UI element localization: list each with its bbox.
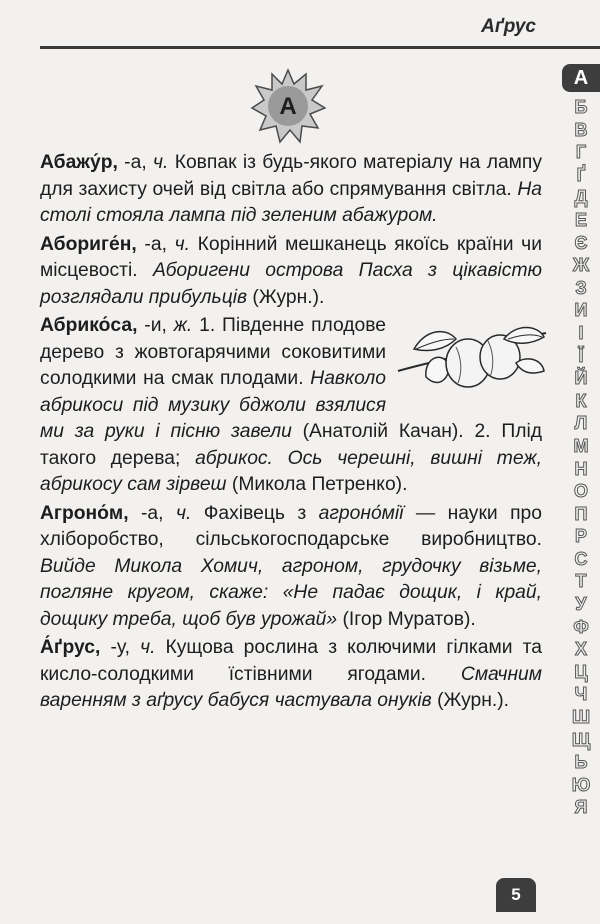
headword: Абажу́р, [40,152,118,173]
entry-abazhur: Абажу́р, -а, ч. Ковпак із будь-якого матеріалу на лампу для захисту очей від світла або спрямування світла. На столі стояла лампа під зеленим абажуром. [40,152,543,226]
example: Вийде Микола Хомич, агроном, грудочку візьме, погляне кругом, скаже: «Не падає дощик, і край, дощику треба, щоб був урожай» [40,555,542,630]
source: (Анатолій Качан). [291,421,475,442]
alphabet-tab-letter: Х [574,639,587,660]
alphabet-tab-letter: Щ [571,729,591,750]
section-letter: А [279,93,297,120]
alphabet-tab-letter: Й [574,368,588,389]
alphabet-tab-letter: Ч [574,684,588,705]
source: (Микола Петренко). [226,474,408,495]
headword: Агроно́м, [40,502,129,524]
alphabet-tab-letter: Ю [571,774,591,795]
headword: Абрико́са, [40,315,138,336]
alphabet-tab-letter: И [574,300,588,321]
alphabet-tab-letter: Ж [572,255,590,276]
alphabet-tab-letter: Ь [574,752,588,773]
example: Смачним варенням з аґрусу бабуся частувала онуків [40,663,542,711]
alphabet-tab-letter: Н [574,458,588,479]
alphabet-tab-letter: І [578,322,584,343]
alphabet-tab-letter: Т [575,571,587,592]
alphabet-tab-letters [562,96,600,819]
apricot-branch-icon [396,319,548,399]
header-rule [40,46,600,49]
alphabet-tab-letter: Г [575,142,587,163]
alphabet-tab-letter: У [575,594,587,615]
alphabet-tab-letter: Д [574,187,588,208]
alphabet-tab-letter: Ц [574,661,588,682]
apricot-branch-illustration [396,319,548,399]
alphabet-tab-letter: Ш [571,707,591,728]
alphabet-tab-letter: Е [574,209,587,230]
alphabet-tab-letter: Є [574,232,588,253]
alphabet-tab-letter: С [574,548,588,569]
headword: Абориге́н, [40,233,137,255]
alphabet-tab-letter: О [573,481,588,502]
alphabet-tab-letter: Ґ [576,164,586,185]
alphabet-tab-letter: Л [574,413,588,434]
alphabet-tab-letter: П [574,503,588,524]
entry-aboryhen: Абориге́н, -а, ч. Корінний мешканець якоїсь країни чи місцевості. Аборигени острова Пасха з цікавістю розглядали прибульців (Журн.). [40,233,542,308]
source: (Журн.). [431,690,510,711]
example: На столі стояла лампа під зеленим абажуром. [40,178,542,226]
alphabet-tab-letter: К [575,390,587,411]
entry-agrus: А́ґрус, -у, ч. Кущова рослина з колючими гілками та кисло-солодкими їстівними ягодами. Смачним варенням з аґрусу бабуся частувала онуків (Журн.). [40,637,542,711]
alphabet-tab-letter: М [573,435,589,456]
entry-ahronom: Агроно́м, -а, ч. Фахівець з агроно́мії — науки про хліборобство, сільськогосподарське виробництво. Вийде Микола Хомич, агроном, грудочку візьме, погляне кругом, скаже: «Не падає дощик, і край, дощику треба, щоб був урожай» (Ігор Муратов). [40,502,542,630]
alphabet-tab-active-letter: А [562,64,600,92]
alphabet-tab-letter: Ф [573,616,589,637]
source: (Ігор Муратов). [337,608,476,630]
section-letter-badge [250,68,326,144]
entry-abrykosa: Абрико́са, -и, ж. 1. Південне плодове дерево з жовтогарячими соковитими солодкими на смак плодами. Навколо абрикоси під музику бджоли взялися ми за руки і пісню завели (Анатолій Качан). 2. Плід такого дерева; абрикос. Ось черешні, вишні теж, абрикосу сам зірвеш (Микола Петренко). [40,313,542,499]
alphabet-tab-letter: Б [574,97,588,117]
running-head: Аґрус [481,16,536,37]
alphabet-tab-letter: В [574,119,588,140]
alphabet-tab [562,64,600,900]
entries [40,150,542,717]
example: Аборигени острова Пасха з цікавістю розглядали прибульців [40,260,542,308]
example: Навколо абрикоси під музику бджоли взялися ми за руки і пісню завели [40,368,386,442]
alphabet-tab-letter: Ї [578,345,584,366]
source: (Журн.). [247,286,325,308]
alphabet-tab-letter: Р [574,526,587,547]
example: Ось черешні, вишні теж, абрикосу сам зірвеш [40,447,542,495]
alphabet-tab-letter: З [575,277,587,298]
alphabet-tab-letter: Я [574,797,588,818]
page-number: 5 [496,878,536,912]
headword: А́ґрус, [40,637,101,658]
starburst-badge-icon [250,68,326,144]
